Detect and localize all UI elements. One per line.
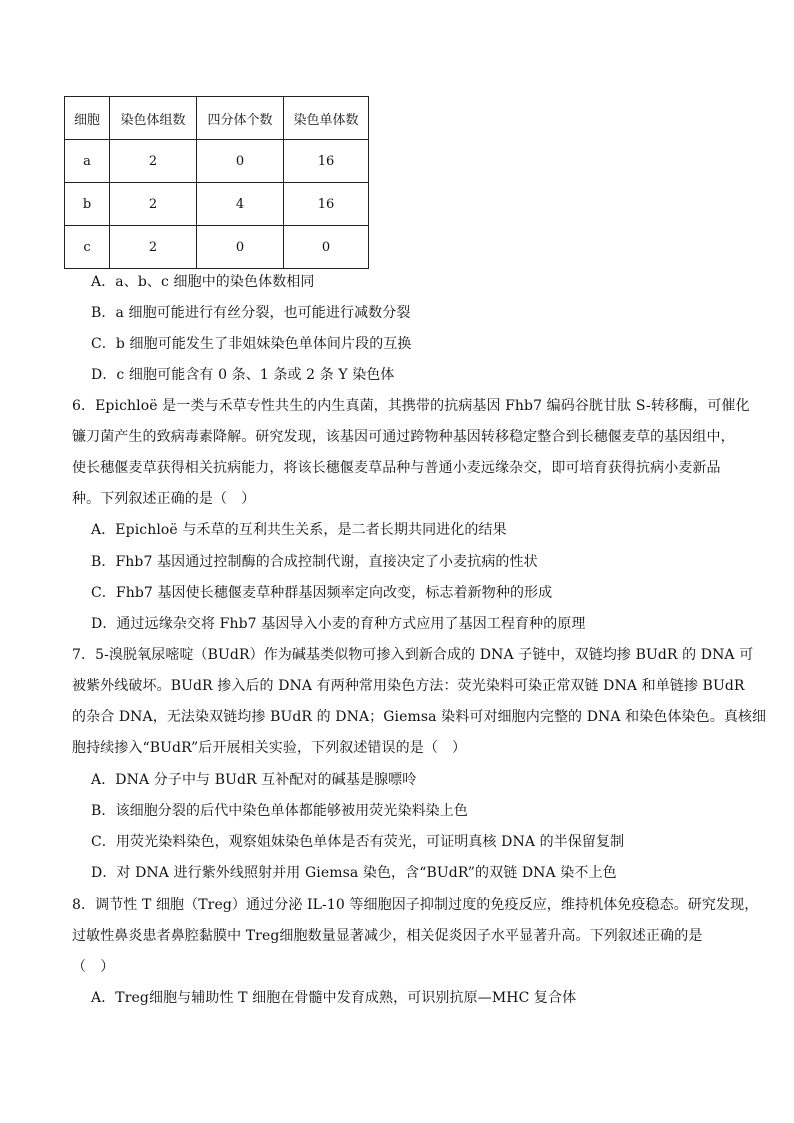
q6-option-b: B．Fhb7 基因通过控制酶的合成控制代谢，直接决定了小麦抗病的性状 [91, 554, 538, 570]
table-cell: 4 [197, 183, 284, 226]
table-cell: c [65, 226, 110, 269]
table-cell: 0 [197, 140, 284, 183]
table-cell: 2 [110, 183, 197, 226]
table-cell: a [65, 140, 110, 183]
q8-stem-line: 8．调节性 T 细胞（Treg）通过分泌 IL-10 等细胞因子抑制过度的免疫反应，维持机体免疫稳态。研究发现， [72, 897, 759, 913]
q5-option-b: B．a 细胞可能进行有丝分裂，也可能进行减数分裂 [91, 305, 411, 321]
table-row [65, 226, 369, 269]
q6-stem-line: 使长穗偃麦草获得相关抗病能力，将该长穗偃麦草品种与普通小麦远缘杂交，即可培育获得抗病小麦新品 [72, 460, 721, 476]
table-header-cell: 四分体个数 [197, 97, 284, 140]
q7-stem-line: 被紫外线破坏。BUdR 掺入后的 DNA 有两种常用染色方法：荧光染料可染正常双链 DNA 和单链掺 BUdR [72, 678, 745, 694]
table-header-cell: 染色单体数 [284, 97, 369, 140]
q6-stem-line: 镰刀菌产生的致病毒素降解。研究发现，该基因可通过跨物种基因转移稳定整合到长穗偃麦草的基因组中， [72, 429, 735, 445]
q5-option-a: A．a、b、c 细胞中的染色体数相同 [91, 274, 315, 290]
table-row [65, 183, 369, 226]
q5-option-c: C．b 细胞可能发生了非姐妹染色单体间片段的互换 [91, 336, 412, 352]
table-row [65, 140, 369, 183]
q5-option-d: D．c 细胞可能含有 0 条、1 条或 2 条 Y 染色体 [91, 367, 395, 383]
q7-option-a: A．DNA 分子中与 BUdR 互补配对的碱基是腺嘌呤 [91, 772, 417, 788]
q7-stem-line: 胞持续掺入“BUdR”后开展相关实验，下列叙述错误的是（ ） [72, 740, 467, 756]
table-header-row [65, 97, 369, 140]
chromosome-table [64, 96, 369, 269]
table-cell: 16 [284, 183, 369, 226]
q7-option-b: B．该细胞分裂的后代中染色单体都能够被用荧光染料染上色 [91, 803, 468, 819]
table-cell: b [65, 183, 110, 226]
table-cell: 16 [284, 140, 369, 183]
q6-option-a: A．Epichloë 与禾草的互利共生关系，是二者长期共同进化的结果 [91, 522, 507, 538]
q8-stem-line: （ ） [72, 959, 115, 975]
q7-stem-line: 的杂合 DNA，无法染双链均掺 BUdR 的 DNA；Giemsa 染料可对细胞内完整的 DNA 和染色体染色。真核细 [72, 709, 767, 725]
q6-stem-line: 6．Epichloë 是一类与禾草专性共生的内生真菌，其携带的抗病基因 Fhb7 编码谷胱甘肽 S-转移酶，可催化 [72, 398, 750, 414]
table-header-cell: 细胞 [65, 97, 110, 140]
q8-stem-line: 过敏性鼻炎患者鼻腔黏膜中 Treg细胞数量显著减少，相关促炎因子水平显著升高。下列叙述正确的是 [72, 928, 703, 944]
q6-stem-line: 种。下列叙述正确的是（ ） [72, 491, 256, 507]
q6-option-c: C．Fhb7 基因使长穗偃麦草种群基因频率定向改变，标志着新物种的形成 [91, 585, 553, 601]
table-header-cell: 染色体组数 [110, 97, 197, 140]
table-cell: 2 [110, 140, 197, 183]
table-cell: 2 [110, 226, 197, 269]
q8-option-a: A．Treg细胞与辅助性 T 细胞在骨髓中发育成熟，可识别抗原—MHC 复合体 [91, 990, 577, 1006]
q7-stem-line: 7．5-溴脱氧尿嘧啶（BUdR）作为碱基类似物可掺入到新合成的 DNA 子链中，双链均掺 BUdR 的 DNA 可 [72, 647, 754, 663]
q6-option-d: D．通过远缘杂交将 Fhb7 基因导入小麦的育种方式应用了基因工程育种的原理 [91, 616, 586, 632]
q7-option-d: D．对 DNA 进行紫外线照射并用 Giemsa 染色，含“BUdR”的双链 DNA 染不上色 [91, 865, 617, 881]
table-cell: 0 [197, 226, 284, 269]
table-cell: 0 [284, 226, 369, 269]
q7-option-c: C．用荧光染料染色，观察姐妹染色单体是否有荧光，可证明真核 DNA 的半保留复制 [91, 834, 625, 850]
